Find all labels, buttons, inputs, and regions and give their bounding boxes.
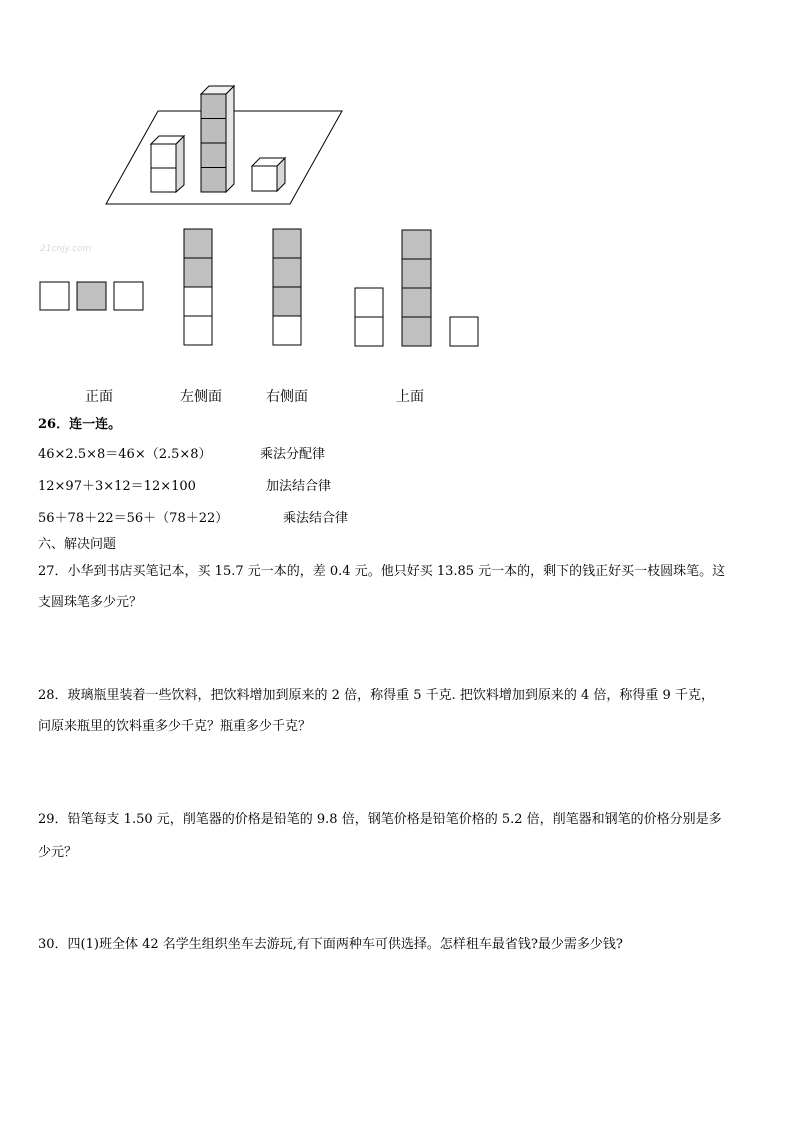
q26-expression-3: 56＋78＋22＝56＋（78＋22）: [38, 511, 229, 526]
q26-title: 26．连一连。: [38, 417, 122, 432]
q29-line-1: 29．铅笔每支 1.50 元，削笔器的价格是铅笔的 9.8 倍，钢笔价格是铅笔价格的 5.2 倍，削笔器和钢笔的价格分别是多: [38, 812, 722, 827]
q26-expression-1: 46×2.5×8＝46×（2.5×8）: [38, 447, 212, 462]
q26-law-3: 乘法结合律: [283, 511, 349, 526]
q26-expression-2: 12×97＋3×12＝12×100: [38, 479, 196, 494]
top-view: [355, 230, 478, 346]
label-left-side-view: 左侧面: [180, 389, 222, 405]
right-side-view: [273, 229, 301, 345]
cube-views-figure: [0, 0, 794, 400]
watermark: 21cnjy.com: [40, 244, 92, 254]
left-side-view: [184, 229, 212, 345]
q26-law-1: 乘法分配律: [260, 447, 326, 462]
cube-stack-left: [151, 136, 184, 192]
q26-law-2: 加法结合律: [266, 479, 332, 494]
q30-line-1: 30．四(1)班全体 42 名学生组织坐车去游玩,有下面两种车可供选择。怎样租车最省钱?最少需多少钱?: [38, 937, 623, 952]
section-6-title: 六、解决问题: [38, 537, 117, 552]
q27-line-2: 支圆珠笔多少元？: [38, 595, 143, 610]
label-right-side-view: 右侧面: [266, 389, 308, 405]
label-front-view: 正面: [85, 389, 113, 405]
label-top-view: 上面: [396, 389, 424, 405]
q28-line-1: 28．玻璃瓶里装着一些饮料，把饮料增加到原来的 2 倍，称得重 5 千克. 把饮料增加到原来的 4 倍，称得重 9 千克，: [38, 688, 714, 703]
q28-line-2: 问原来瓶里的饮料重多少千克？瓶重多少千克？: [38, 719, 312, 734]
q29-line-2: 少元？: [38, 845, 78, 860]
front-view: [40, 282, 143, 310]
cube-stack-middle: [201, 86, 234, 192]
q27-line-1: 27．小华到书店买笔记本，买 15.7 元一本的，差 0.4 元。他只好买 13.85 元一本的，剩下的钱正好买一枝圆珠笔。这: [38, 564, 726, 579]
cube-single-right: [252, 158, 285, 191]
